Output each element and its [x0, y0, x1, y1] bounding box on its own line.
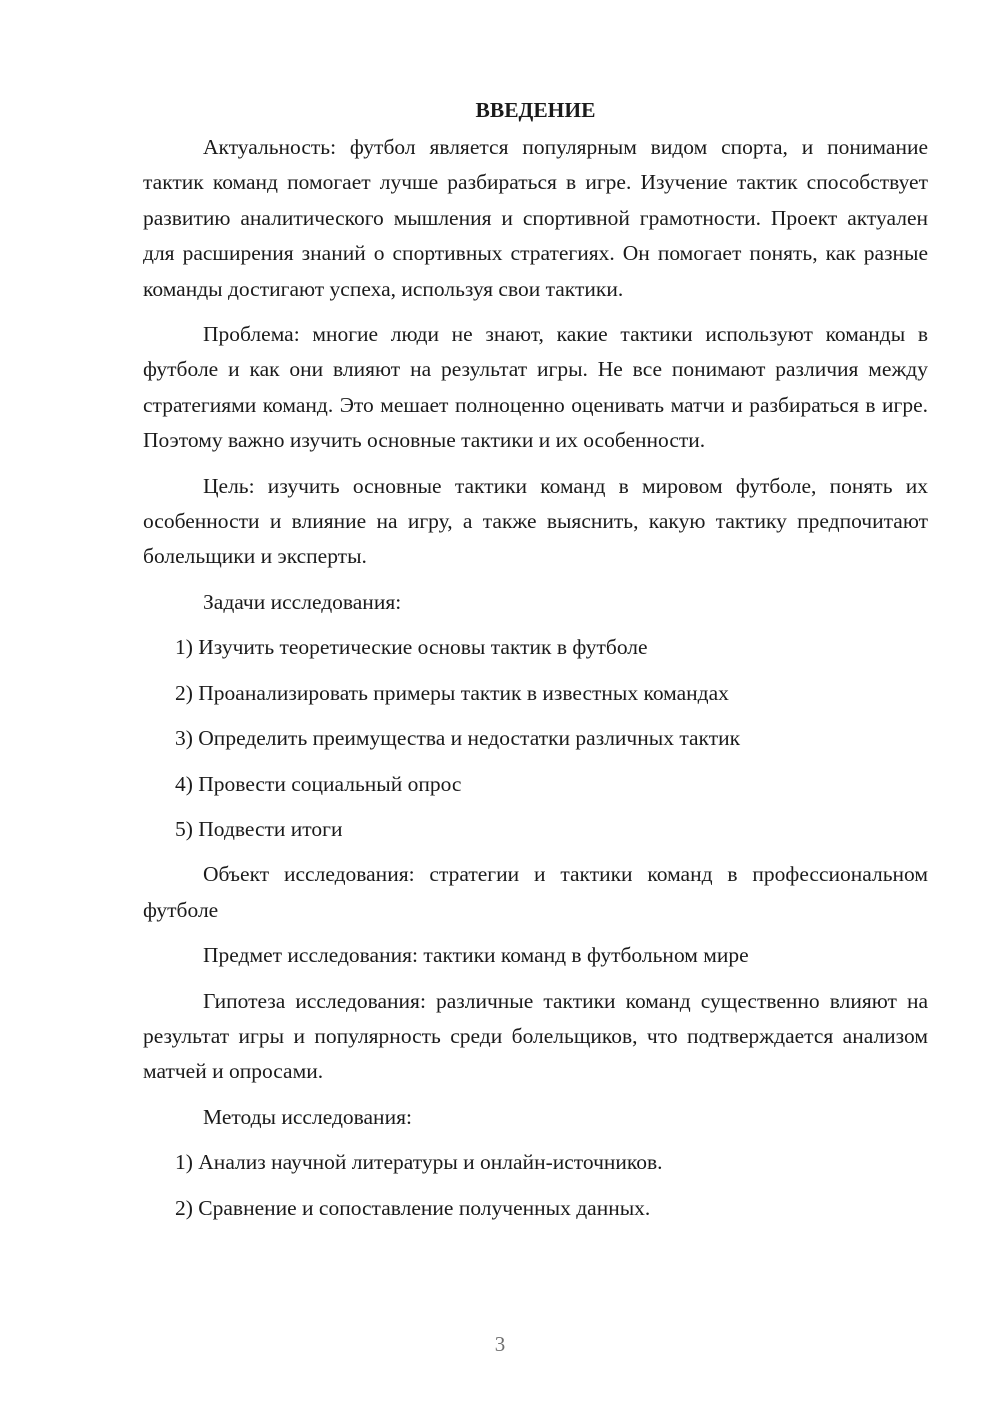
list-item: 2) Проанализировать примеры тактик в известных командах — [175, 680, 729, 705]
methods-list — [143, 1145, 928, 1226]
relevance-paragraph: Актуальность: футбол является популярным видом спорта, и понимание тактик команд помогает лучше разбираться в игре. Изучение тактик способствует развитию аналитического мышления и спортивной грамотности. Проект актуален для расширения знаний о спортивных стратегиях. Он помогает понять, как разные команды достигают успеха, используя свои тактики. — [143, 135, 928, 301]
section-title: ВВЕДЕНИЕ — [475, 98, 596, 122]
goal-paragraph: Цель: изучить основные тактики команд в мировом футболе, понять их особенности и влияние на игру, а также выяснить, какую тактику предпочитают болельщики и эксперты. — [143, 473, 928, 569]
subject-paragraph: Предмет исследования: тактики команд в футбольном мире — [203, 943, 749, 968]
document-page — [143, 92, 928, 1236]
list-item: 5) Подвести итоги — [175, 816, 343, 841]
list-item: 1) Анализ научной литературы и онлайн-источников. — [175, 1150, 663, 1175]
object-paragraph: Объект исследования: стратегии и тактики команд в профессиональном футболе — [143, 862, 928, 922]
list-item: 2) Сравнение и сопоставление полученных данных. — [175, 1195, 651, 1220]
page-number: 3 — [494, 1332, 506, 1356]
list-item: 4) Провести социальный опрос — [175, 771, 462, 796]
tasks-list — [143, 630, 928, 847]
methods-heading: Методы исследования: — [203, 1104, 412, 1129]
problem-paragraph: Проблема: многие люди не знают, какие тактики используют команды в футболе и как они влияют на результат игры. Не все понимают различия между стратегиями команд. Это мешает полноценно оценивать матчи и разбираться в игре. Поэтому важно изучить основные тактики и их особенности. — [143, 322, 928, 453]
tasks-heading: Задачи исследования: — [203, 589, 402, 614]
hypothesis-paragraph: Гипотеза исследования: различные тактики команд существенно влияют на результат игры и популярность среди болельщиков, что подтверждается анализом матчей и опросами. — [143, 988, 928, 1084]
list-item: 3) Определить преимущества и недостатки различных тактик — [175, 726, 741, 751]
list-item: 1) Изучить теоретические основы тактик в футболе — [175, 635, 648, 660]
